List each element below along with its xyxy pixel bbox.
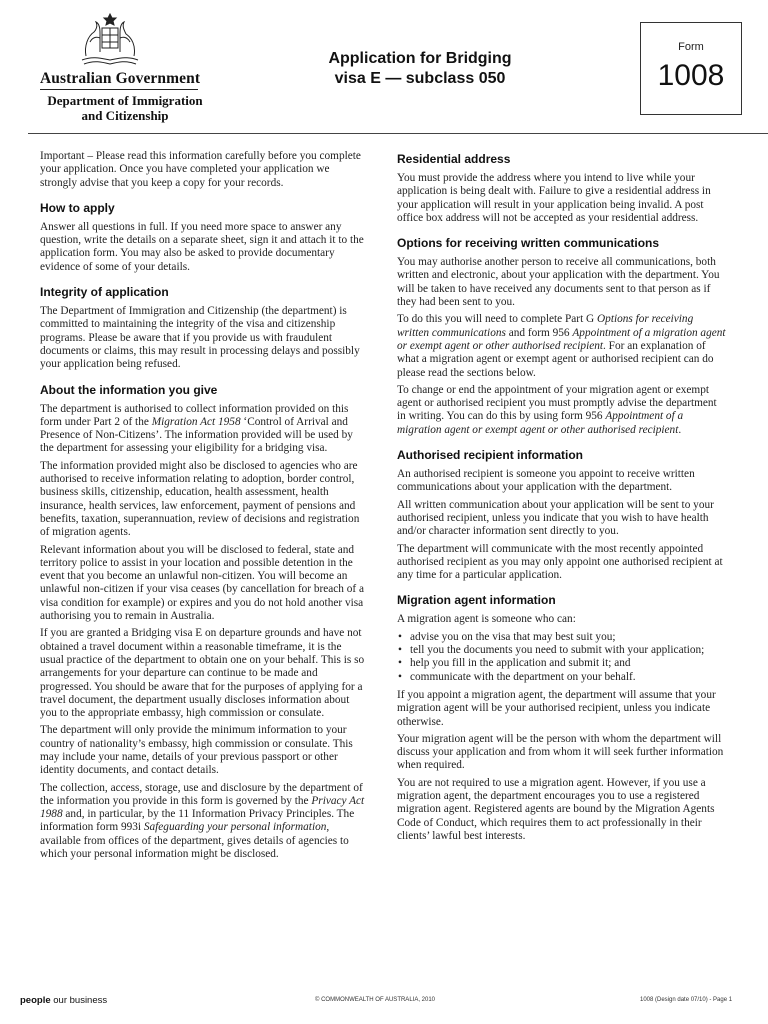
text-run: The department is authorised to collect information provided on this form under Part 2 of the bbox=[40, 402, 349, 428]
list-item: • communicate with the department on your behalf. bbox=[397, 671, 727, 684]
act-title: Migration Act 1958 bbox=[151, 415, 241, 428]
integrity-heading: Integrity of application bbox=[40, 285, 169, 300]
authorised-paragraph-3: The department will communicate with the most recently appointed authorised recipient as you may only appoint one authorised recipient at any time for a particular application. bbox=[397, 542, 723, 582]
footer-page-info: 1008 (Design date 07/10) - Page 1 bbox=[640, 997, 733, 1003]
authorised-heading: Authorised recipient information bbox=[397, 448, 584, 463]
footer-copyright: © COMMONWEALTH OF AUSTRALIA, 2010 bbox=[315, 997, 435, 1003]
act-title: Privacy Act 1988 bbox=[40, 794, 365, 821]
about-info-paragraph-2: The information provided might also be disclosed to agencies who are authorised to receive information relating to adoption, border control, business skills, citizenship, education, health assessment, health insurance, health services, law enforcement, payment of pensions and benefits, taxation, superannuation, review of decisions and registration of migration agents. bbox=[40, 459, 360, 539]
options-heading: Options for receiving written communications bbox=[397, 236, 660, 251]
text-run: and, in particular, by the 11 Information Privacy Principles. The information form 993i bbox=[40, 808, 355, 834]
page-header bbox=[0, 0, 768, 134]
integrity-paragraph: The Department of Immigration and Citizenship (the department) is committed to maintaining the integrity of the visa and citizenship programs. Please be aware that if you provide us with fraudulent documents or claims, this may result in processing delays and possibly your application being refused. bbox=[40, 305, 360, 371]
department-name bbox=[40, 93, 210, 123]
about-info-paragraph-6 bbox=[40, 782, 366, 862]
agent-bullet-list bbox=[397, 631, 727, 684]
about-info-paragraph-1 bbox=[40, 403, 366, 456]
list-item: • advise you on the visa that may best suit you; bbox=[397, 631, 727, 644]
list-item: • tell you the documents you need to submit with your application; bbox=[397, 644, 727, 657]
agent-paragraph-3: You are not required to use a migration agent. However, if you use a migration agent, the department encourages you to use a registered migration agent. Registered agents are bound by the Migration Agents Code of Conduct, which requires them to act professionally in their clients’ lawful best interests. bbox=[397, 776, 715, 842]
footer-brand bbox=[20, 995, 107, 1006]
text-run: . For an explanation of what a migration agent or exempt agent or authorised recipient can do please read the sections below. bbox=[397, 339, 714, 379]
options-paragraph-1: You may authorise another person to receive all communications, both written and electronic, about your application with the department. You will be taken to have received any documents sent to that person as if they had been sent to you. bbox=[397, 256, 720, 309]
form-number: 1008 bbox=[657, 59, 725, 92]
brand-bold: people bbox=[20, 995, 51, 1006]
options-paragraph-3 bbox=[397, 384, 727, 437]
residential-heading: Residential address bbox=[397, 152, 511, 166]
form-label: Form bbox=[678, 41, 704, 53]
agent-intro: A migration agent is someone who can: bbox=[397, 613, 576, 626]
list-item: • help you fill in the application and submit it; and bbox=[397, 657, 727, 670]
divider bbox=[40, 89, 198, 90]
how-to-apply-heading: How to apply bbox=[40, 200, 115, 215]
text-run: To change or end the appointment of your migration agent or exempt agent or authorised recipient you must promptly advise the department in writing. You can do this by using form 956 bbox=[397, 383, 717, 423]
agent-heading: Migration agent information bbox=[397, 593, 556, 608]
text-run: , available from offices of the department, gives details of agencies to which your personal information might be disclosed. bbox=[40, 821, 349, 861]
options-paragraph-2 bbox=[397, 313, 727, 379]
text-run: To do this you will need to complete Part G bbox=[397, 313, 598, 326]
agent-paragraph-1: If you appoint a migration agent, the department will assume that your migration agent will be your authorised recipient, unless you indicate otherwise. bbox=[397, 688, 716, 728]
intro-paragraph: Important – Please read this information carefully before you complete your application. Once you have completed your application we strongly advise that you keep a copy for your records. bbox=[40, 150, 361, 189]
text-run: The collection, access, storage, use and disclosure by the department of the information you provide in this form is governed by the bbox=[40, 781, 363, 807]
about-info-paragraph-4: If you are granted a Bridging visa E on departure grounds and have not obtained a travel document within a reasonable timeframe, it is the usual practice of the department to obtain one on your behalf. This is so arrangements for your departure can continue to be made and progressed. You should be aware that for the purposes of applying for a travel document, the department usually discloses information about you to the appropriate embassy, high commission or consulate. bbox=[40, 627, 365, 720]
part-title-ref: Options for receiving written communications bbox=[397, 313, 694, 339]
about-info-paragraph-3: Relevant information about you will be disclosed to federal, state and territory police to assist in your location and possible detention in the event that you become an unlawful non-citizen. You will become an unlawful non-citizen if your visa ceases (by cancellation for breach of a visa condition for example) or expires and you do not hold another visa authorising you to remain in Australia. bbox=[40, 543, 365, 623]
government-name: Australian Government bbox=[40, 70, 201, 87]
header-divider bbox=[28, 133, 768, 134]
authorised-paragraph-1: An authorised recipient is someone you appoint to receive written communications about your application with the department. bbox=[397, 468, 695, 494]
text-run: ‘Control of Arrival and Presence of Non-Citizens’. The information provided will be used by the department for assessing your eligibility for a bridging visa. bbox=[40, 415, 353, 455]
residential-paragraph: You must provide the address where you intend to live while your application is being dealt with. Failure to give a residential address in your application will result in your application being invalid. A post office box address will not be accepted as your residential address. bbox=[397, 172, 711, 224]
department-line-2: and Citizenship bbox=[81, 108, 169, 123]
form-title bbox=[290, 49, 550, 89]
agent-paragraph-2: Your migration agent will be the person with whom the department will discuss your application and from whom it will seek further information when required. bbox=[397, 732, 724, 772]
form-title-line-2: visa E — subclass 050 bbox=[334, 70, 506, 87]
text-run: and form 956 bbox=[505, 326, 573, 339]
form-title-ref: Safeguarding your personal information bbox=[143, 821, 327, 834]
page-footer bbox=[0, 994, 768, 1010]
how-to-apply-paragraph: Answer all questions in full. If you need more space to answer any question, write the details on a separate sheet, sign it and attach it to the application form. You may also be asked to provide documentary evidence of some of your details. bbox=[40, 220, 364, 273]
department-line-1: Department of Immigration bbox=[47, 93, 203, 108]
form-number-box bbox=[640, 22, 742, 115]
left-column bbox=[40, 150, 366, 865]
right-column bbox=[397, 150, 727, 847]
about-info-heading: About the information you give bbox=[40, 382, 218, 397]
text-run: . bbox=[678, 423, 682, 436]
brand-rest: our business bbox=[50, 995, 108, 1006]
about-info-paragraph-5: The department will only provide the minimum information to your country of nationality’s embassy, high commission or consulate. This may include your name, details of your previous passport or other identity documents, and contact details. bbox=[40, 724, 353, 777]
form-title-line-1: Application for Bridging bbox=[328, 50, 512, 67]
form-title-ref: Appointment of a migration agent or exempt agent or other authorised recipient bbox=[397, 410, 684, 436]
coat-of-arms-icon bbox=[78, 12, 142, 68]
form-title-ref: Appointment of a migration agent or exempt agent or other authorised recipient bbox=[397, 326, 726, 352]
authorised-paragraph-2: All written communication about your application will be sent to your authorised recipient, unless you indicate that you wish to have health and/or character information sent directly to you. bbox=[397, 498, 714, 538]
